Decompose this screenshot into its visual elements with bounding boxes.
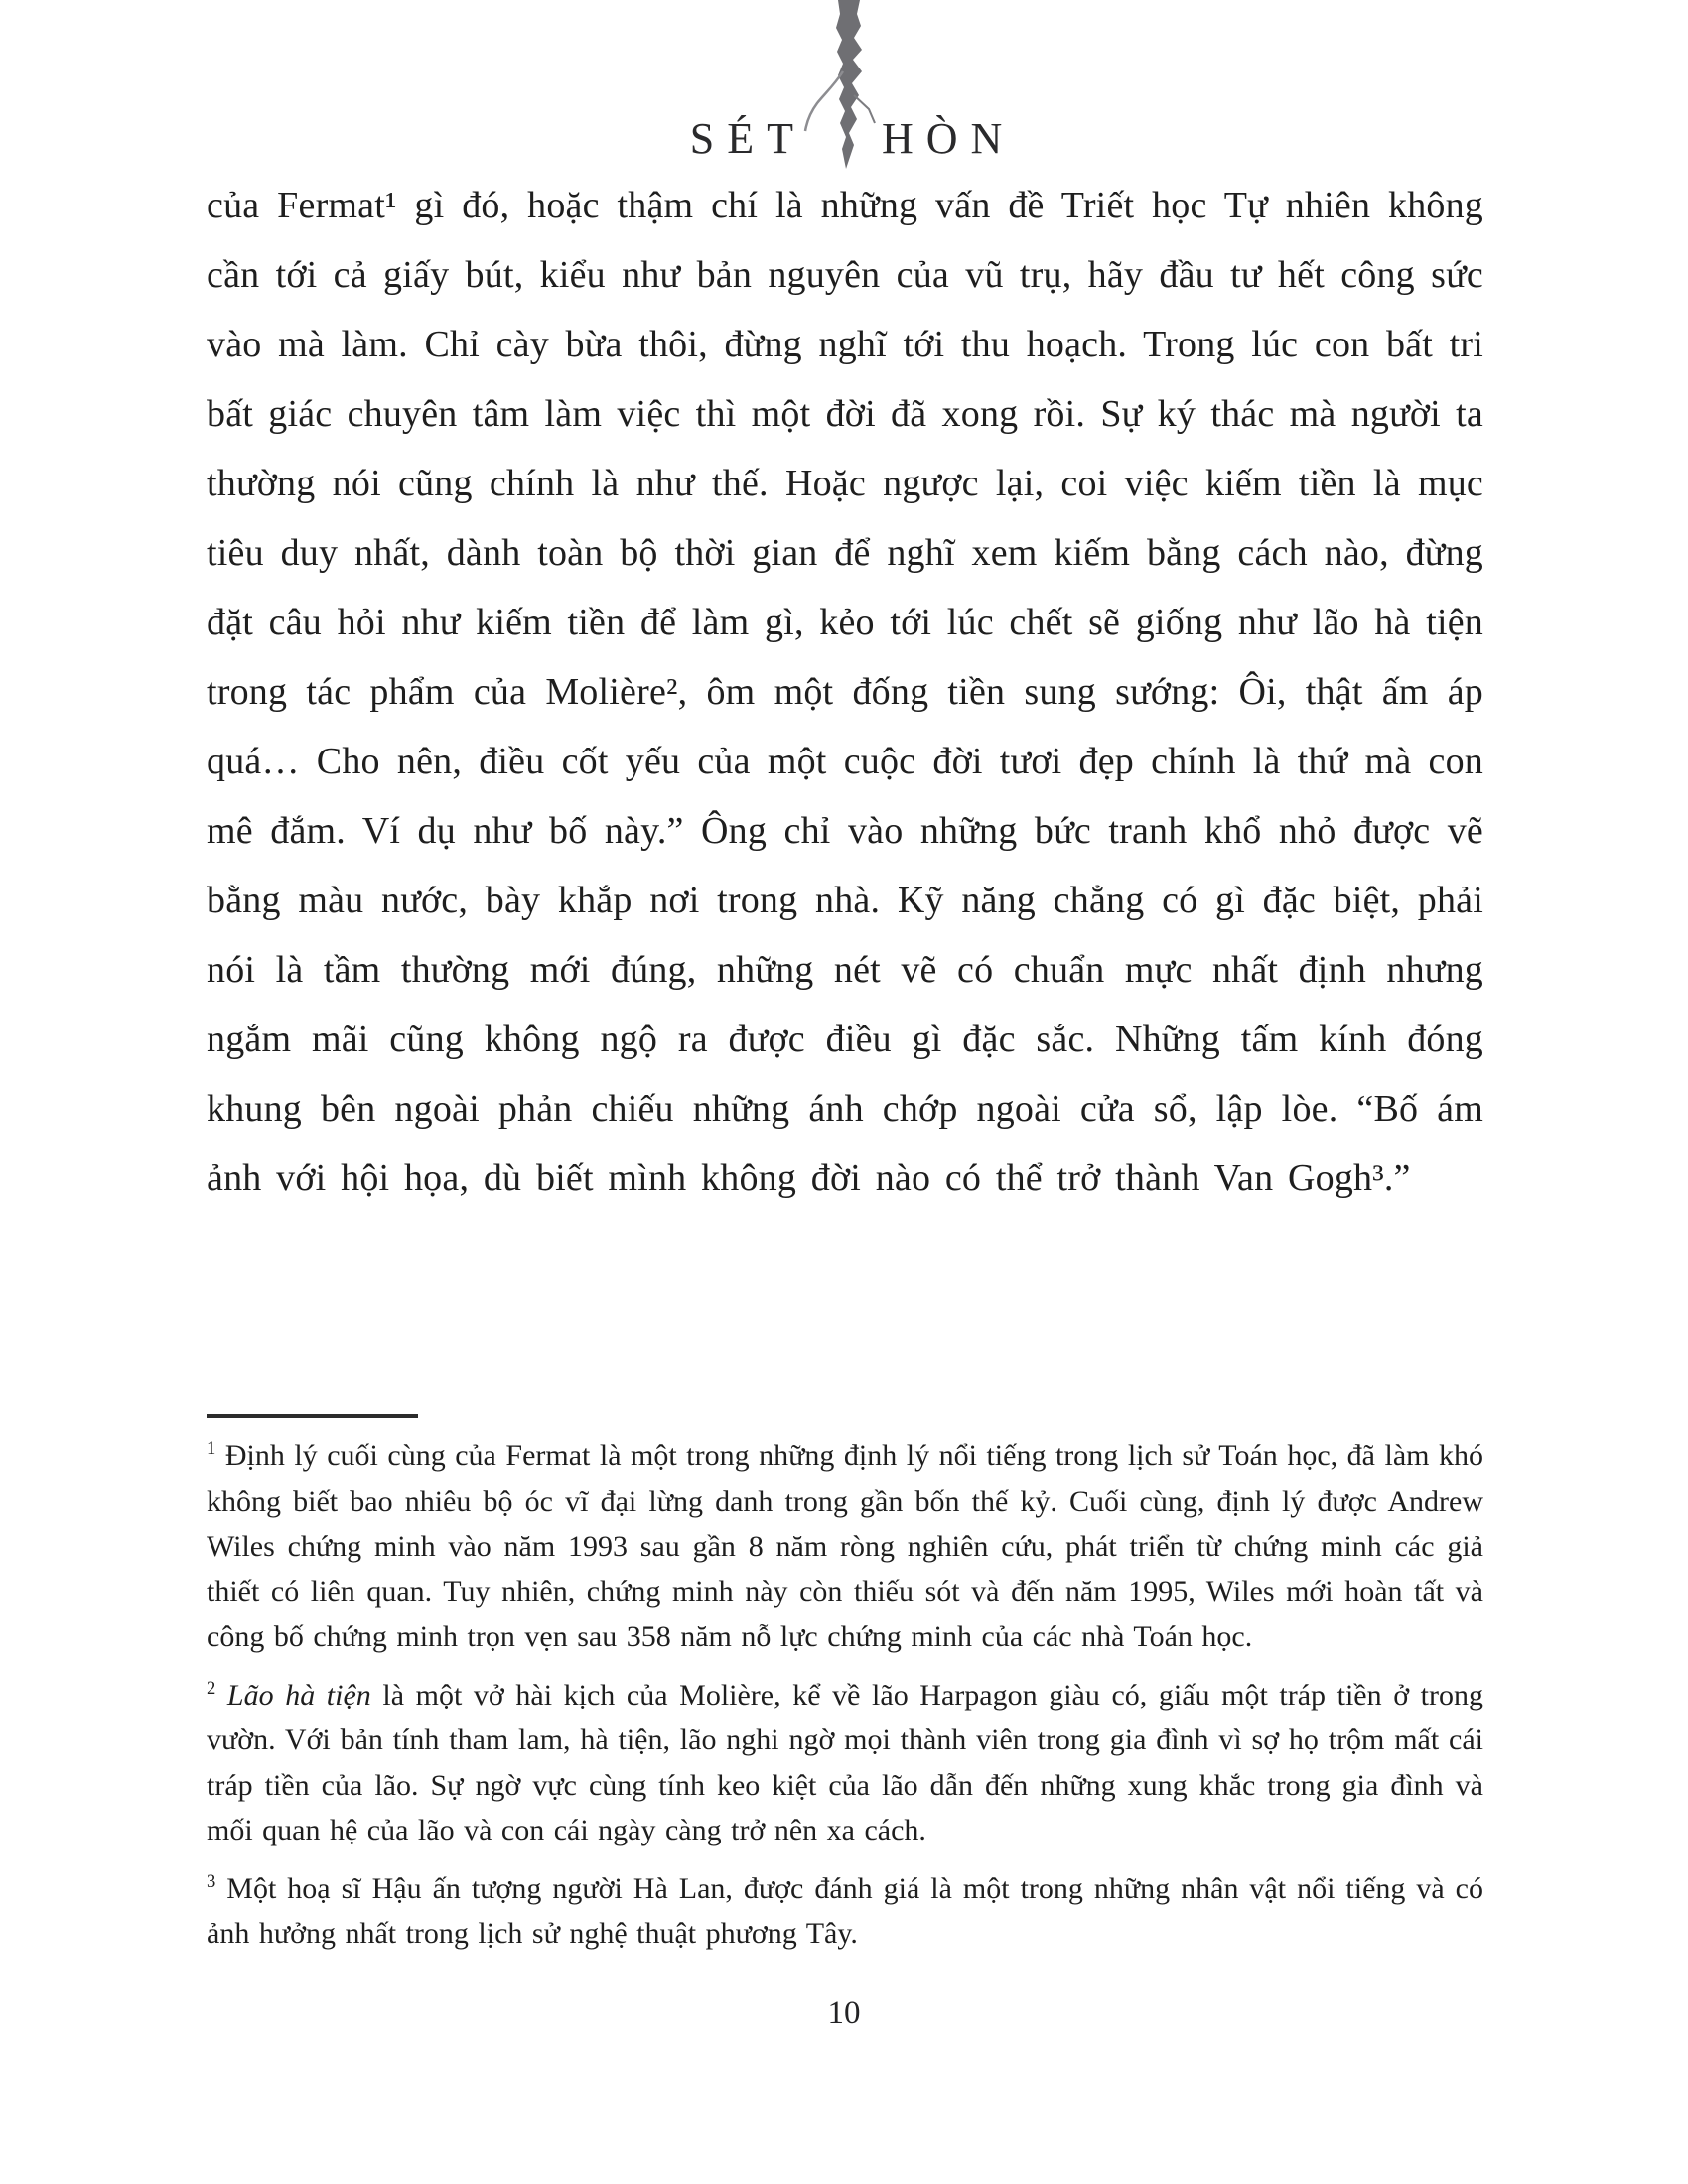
book-title-left: SÉT xyxy=(689,114,806,163)
footnote-2-text: là một vở hài kịch của Molière, kể về lão Harpagon giàu có, giấu một tráp tiền ở trong vườn. Với bản tính tham lam, hà tiện, lão nghi ngờ mọi thành viên trong gia đình vì sợ họ trộm mất cái tráp tiền của lão. Sự ngờ vực cùng tính keo kiệt của lão dẫn đến những xung khắc trong gia đình và mối quan hệ của lão và con cái ngày càng trở nên xa cách. xyxy=(207,1678,1484,1846)
body-paragraph: của Fermat¹ gì đó, hoặc thậm chí là những vấn đề Triết học Tự nhiên không cần tới cả giấy bút, kiểu như bản nguyên của vũ trụ, hãy đầu tư hết công sức vào mà làm. Chỉ cày bừa thôi, đừng nghĩ tới thu hoạch. Trong lúc con bất tri bất giác chuyên tâm làm việc thì một đời đã xong rồi. Sự ký thác mà người ta thường nói cũng chính là như thế. Hoặc ngược lại, coi việc kiếm tiền là mục tiêu duy nhất, dành toàn bộ thời gian để nghĩ xem kiếm bằng cách nào, đừng đặt câu hỏi như kiếm tiền để làm gì, kẻo tới lúc chết sẽ giống như lão hà tiện trong tác phẩm của Molière², ôm một đống tiền sung sướng: Ôi, thật ấm áp quá… Cho nên, điều cốt yếu của một cuộc đời tươi đẹp chính là thứ mà con mê đắm. Ví dụ như bố này.” Ông chỉ vào những bức tranh khổ nhỏ được vẽ bằng màu nước, bày khắp nơi trong nhà. Kỹ năng chẳng có gì đặc biệt, phải nói là tầm thường mới đúng, những nét vẽ có chuẩn mực nhất định nhưng ngắm mãi cũng không ngộ ra được điều gì đặc sắc. Những tấm kính đóng khung bên ngoài phản chiếu những ánh chớp ngoài cửa sổ, lập lòe. “Bố ám ảnh với hội họa, dù biết mình không đời nào có thể trở thành Van Gogh³.” xyxy=(207,185,1483,1199)
footnote-3 xyxy=(207,1866,1483,1957)
footnote-2-marker: 2 xyxy=(207,1677,216,1699)
footnote-1 xyxy=(207,1433,1483,1660)
footnote-1-marker: 1 xyxy=(207,1438,216,1459)
footnote-2-work-title: Lão hà tiện xyxy=(226,1678,371,1711)
book-title-right: HÒN xyxy=(882,114,1016,163)
footnote-separator xyxy=(207,1414,418,1418)
footnote-3-text: Một hoạ sĩ Hậu ấn tượng người Hà Lan, được đánh giá là một trong những nhân vật nổi tiếng và có ảnh hưởng nhất trong lịch sử nghệ thuật phương Tây. xyxy=(207,1871,1484,1950)
footnotes-section xyxy=(207,1433,1483,1957)
footnote-1-text: Định lý cuối cùng của Fermat là một trong những định lý nổi tiếng trong lịch sử Toán học, đã làm khó không biết bao nhiêu bộ óc vĩ đại lừng danh trong gần bốn thế kỷ. Cuối cùng, định lý được Andrew Wiles chứng minh vào năm 1993 sau gần 8 năm ròng nghiên cứu, phát triển từ chứng minh các giả thiết có liên quan. Tuy nhiên, chứng minh này còn thiếu sót và đến năm 1995, Wiles mới hoàn tất và công bố chứng minh trọn vẹn sau 358 năm nỗ lực chứng minh của các nhà Toán học. xyxy=(207,1439,1484,1653)
footnote-3-marker: 3 xyxy=(207,1870,216,1892)
page-number: 10 xyxy=(827,1995,861,2031)
footnote-2 xyxy=(207,1673,1483,1853)
lightning-bolt-icon xyxy=(796,0,896,171)
